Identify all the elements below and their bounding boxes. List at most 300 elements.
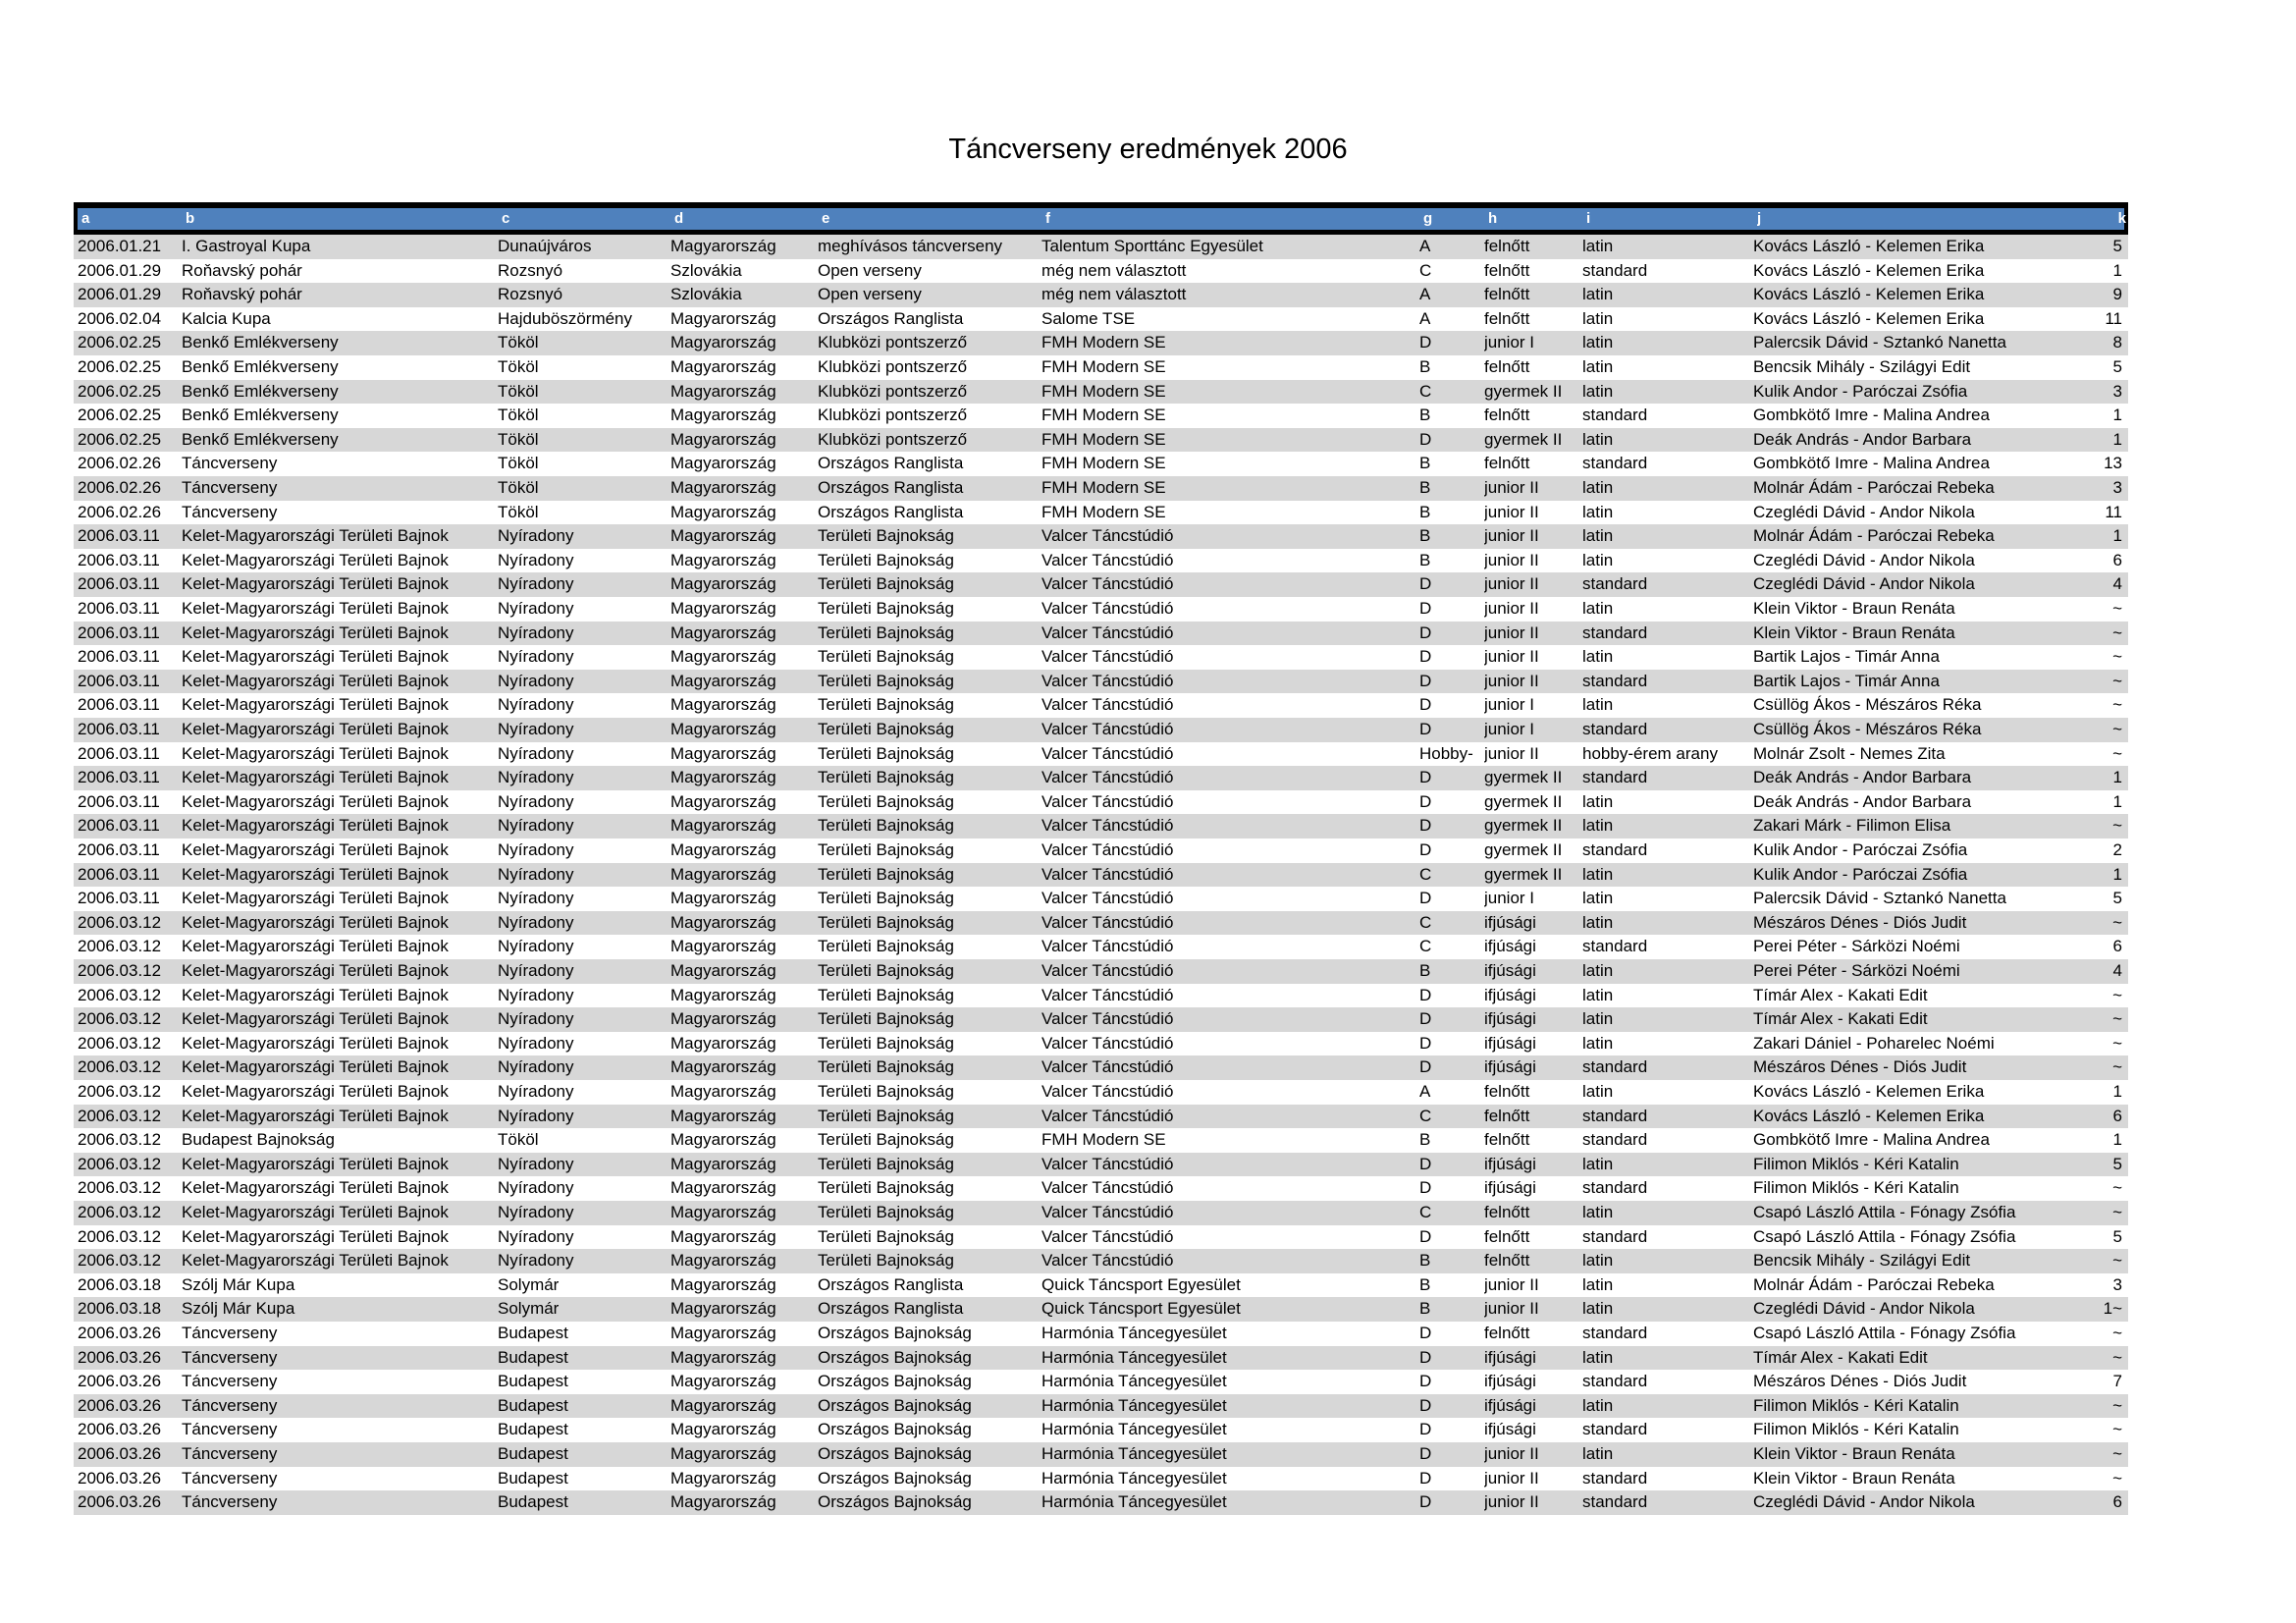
cell-b: Kelet-Magyarországi Területi Bajnok [182, 768, 449, 787]
cell-i: latin [1582, 333, 1614, 352]
cell-c: Nyíradony [498, 1226, 574, 1246]
cell-a: 2006.03.11 [78, 695, 160, 715]
cell-d: Magyarország [670, 1033, 776, 1053]
cell-i: latin [1582, 695, 1614, 715]
cell-f: FMH Modern SE [1041, 333, 1166, 352]
cell-e: Területi Bajnokság [818, 1033, 954, 1053]
cell-j: Csüllög Ákos - Mészáros Réka [1753, 695, 1982, 715]
cell-j: Kovács László - Kelemen Erika [1753, 237, 1985, 255]
cell-b: Kelet-Magyarországi Területi Bajnok [182, 889, 449, 908]
cell-i: latin [1582, 889, 1614, 908]
cell-c: Nyíradony [498, 912, 574, 932]
cell-g: D [1419, 816, 1432, 836]
cell-f: Valcer Táncstúdió [1041, 985, 1174, 1004]
cell-e: meghívásos táncverseny [818, 237, 1003, 255]
cell-k: ~ [2112, 1347, 2122, 1367]
cell-c: Nyíradony [498, 889, 574, 908]
cell-c: Nyíradony [498, 695, 574, 715]
cell-b: I. Gastroyal Kupa [182, 237, 311, 255]
cell-e: Országos Bajnokság [818, 1420, 972, 1439]
cell-b: Táncverseny [182, 1468, 278, 1488]
cell-f: FMH Modern SE [1041, 1130, 1166, 1150]
table-row [74, 1201, 2128, 1225]
cell-a: 2006.02.25 [78, 333, 162, 352]
cell-d: Magyarország [670, 1274, 776, 1294]
cell-c: Nyíradony [498, 1251, 574, 1271]
cell-g: D [1419, 1372, 1432, 1391]
cell-c: Budapest [498, 1347, 568, 1367]
cell-b: Kelet-Magyarországi Területi Bajnok [182, 526, 449, 546]
cell-b: Kelet-Magyarországi Területi Bajnok [182, 816, 449, 836]
cell-b: Táncverseny [182, 1347, 278, 1367]
table-row [74, 404, 2128, 428]
cell-b: Benkő Emlékverseny [182, 333, 339, 352]
cell-j: Deák András - Andor Barbara [1753, 429, 1972, 449]
cell-d: Magyarország [670, 406, 776, 425]
cell-g: B [1419, 1130, 1431, 1150]
table-row [74, 814, 2128, 839]
cell-d: Magyarország [670, 308, 776, 328]
cell-h: junior II [1484, 478, 1539, 497]
cell-e: Klubközi pontszerző [818, 357, 968, 376]
cell-f: Harmónia Táncegyesület [1041, 1324, 1227, 1342]
cell-b: Kelet-Magyarországi Területi Bajnok [182, 912, 449, 932]
cell-e: Országos Ranglista [818, 1299, 964, 1319]
cell-j: Mészáros Dénes - Diós Judit [1753, 1372, 1967, 1391]
cell-d: Magyarország [670, 574, 776, 594]
cell-k: 1 [2112, 1130, 2122, 1150]
cell-h: ifjúsági [1484, 1057, 1536, 1077]
cell-g: D [1419, 1226, 1432, 1246]
cell-h: junior I [1484, 720, 1535, 738]
table-row [74, 1055, 2128, 1080]
cell-j: Czeglédi Dávid - Andor Nikola [1753, 550, 1975, 569]
cell-e: Területi Bajnokság [818, 647, 954, 667]
cell-d: Magyarország [670, 478, 776, 497]
cell-e: Területi Bajnokság [818, 1226, 954, 1246]
cell-e: Klubközi pontszerző [818, 406, 968, 425]
cell-d: Magyarország [670, 912, 776, 932]
cell-b: Kelet-Magyarországi Területi Bajnok [182, 961, 449, 980]
cell-f: Harmónia Táncegyesület [1041, 1372, 1227, 1391]
cell-h: ifjúsági [1484, 1154, 1536, 1173]
cell-k: 1 [2112, 429, 2122, 449]
cell-c: Solymár [498, 1299, 560, 1319]
cell-a: 2006.03.11 [78, 768, 160, 787]
cell-a: 2006.03.11 [78, 816, 160, 836]
cell-k: ~ [2112, 1420, 2122, 1439]
table-row [74, 235, 2128, 259]
cell-k: 3 [2112, 381, 2122, 401]
table-row [74, 331, 2128, 355]
cell-c: Tököl [498, 381, 539, 401]
cell-f: Valcer Táncstúdió [1041, 599, 1174, 618]
cell-k: ~ [2112, 1057, 2122, 1077]
cell-g: C [1419, 1106, 1432, 1125]
cell-d: Magyarország [670, 695, 776, 715]
cell-b: Szólj Már Kupa [182, 1299, 295, 1319]
table-row [74, 1394, 2128, 1419]
cell-a: 2006.03.12 [78, 1203, 162, 1221]
cell-b: Kelet-Magyarországi Területi Bajnok [182, 937, 449, 956]
cell-g: C [1419, 381, 1432, 401]
cell-i: standard [1582, 622, 1648, 642]
cell-g: B [1419, 406, 1431, 425]
cell-g: B [1419, 1251, 1431, 1271]
cell-b: Kelet-Magyarországi Területi Bajnok [182, 550, 449, 569]
cell-i: latin [1582, 599, 1614, 618]
cell-h: felnőtt [1484, 308, 1530, 328]
cell-e: Területi Bajnokság [818, 864, 954, 884]
cell-b: Táncverseny [182, 1420, 278, 1439]
cell-k: 5 [2112, 357, 2122, 376]
table-row [74, 1105, 2128, 1129]
cell-h: ifjúsági [1484, 1009, 1536, 1029]
column-header-b: b [186, 210, 195, 227]
cell-j: Bartik Lajos - Timár Anna [1753, 671, 1940, 690]
cell-h: gyermek II [1484, 768, 1563, 787]
cell-i: standard [1582, 406, 1648, 425]
cell-g: B [1419, 478, 1431, 497]
table-row [74, 959, 2128, 984]
cell-b: Kelet-Magyarországi Területi Bajnok [182, 1203, 449, 1221]
cell-d: Magyarország [670, 1395, 776, 1415]
cell-h: felnőtt [1484, 406, 1530, 425]
cell-e: Országos Bajnokság [818, 1347, 972, 1367]
cell-f: FMH Modern SE [1041, 429, 1166, 449]
cell-g: D [1419, 1324, 1432, 1342]
cell-k: 1 [2112, 791, 2122, 811]
cell-j: Tímár Alex - Kakati Edit [1753, 985, 1928, 1004]
cell-h: junior II [1484, 1274, 1539, 1294]
cell-c: Nyíradony [498, 1057, 574, 1077]
cell-b: Kelet-Magyarországi Területi Bajnok [182, 791, 449, 811]
cell-e: Területi Bajnokság [818, 574, 954, 594]
cell-k: 6 [2112, 1106, 2122, 1125]
cell-i: latin [1582, 1009, 1614, 1029]
cell-g: D [1419, 1154, 1432, 1173]
cell-k: ~ [2112, 720, 2122, 738]
cell-d: Magyarország [670, 357, 776, 376]
cell-a: 2006.03.26 [78, 1372, 162, 1391]
cell-a: 2006.02.26 [78, 454, 162, 473]
cell-j: Kovács László - Kelemen Erika [1753, 260, 1985, 280]
cell-c: Budapest [498, 1395, 568, 1415]
cell-i: standard [1582, 671, 1648, 690]
cell-k: 4 [2112, 961, 2122, 980]
table-row [74, 790, 2128, 815]
cell-h: junior II [1484, 622, 1539, 642]
cell-j: Zakari Márk - Filimon Elisa [1753, 816, 1951, 836]
cell-h: junior II [1484, 1299, 1539, 1319]
cell-a: 2006.03.11 [78, 840, 160, 859]
cell-i: standard [1582, 1420, 1648, 1439]
cell-i: latin [1582, 285, 1614, 304]
cell-b: Táncverseny [182, 1324, 278, 1342]
cell-h: ifjúsági [1484, 1178, 1536, 1198]
cell-g: B [1419, 1274, 1431, 1294]
cell-a: 2006.03.12 [78, 912, 162, 932]
cell-i: latin [1582, 791, 1614, 811]
cell-d: Magyarország [670, 1372, 776, 1391]
cell-b: Kelet-Magyarországi Területi Bajnok [182, 647, 449, 667]
column-header-f: f [1045, 210, 1050, 227]
cell-c: Nyíradony [498, 985, 574, 1004]
table-row [74, 501, 2128, 525]
cell-b: Kelet-Magyarországi Területi Bajnok [182, 840, 449, 859]
cell-i: latin [1582, 1082, 1614, 1101]
cell-k: ~ [2112, 816, 2122, 836]
cell-c: Nyíradony [498, 791, 574, 811]
table-row [74, 1153, 2128, 1177]
cell-h: felnőtt [1484, 454, 1530, 473]
table-row [74, 1346, 2128, 1371]
cell-a: 2006.03.11 [78, 743, 160, 763]
cell-h: junior II [1484, 1492, 1539, 1512]
cell-d: Magyarország [670, 961, 776, 980]
table-row [74, 572, 2128, 597]
cell-c: Nyíradony [498, 599, 574, 618]
cell-h: felnőtt [1484, 1226, 1530, 1246]
cell-d: Magyarország [670, 1057, 776, 1077]
table-row [74, 549, 2128, 573]
cell-h: felnőtt [1484, 1130, 1530, 1150]
cell-g: D [1419, 1033, 1432, 1053]
table-row [74, 911, 2128, 936]
cell-i: latin [1582, 985, 1614, 1004]
cell-c: Nyíradony [498, 840, 574, 859]
cell-a: 2006.03.26 [78, 1420, 162, 1439]
cell-h: ifjúsági [1484, 961, 1536, 980]
cell-e: Országos Ranglista [818, 502, 964, 521]
cell-g: D [1419, 840, 1432, 859]
cell-a: 2006.03.11 [78, 889, 160, 908]
cell-f: Harmónia Táncegyesület [1041, 1444, 1227, 1463]
cell-f: Valcer Táncstúdió [1041, 889, 1174, 908]
cell-j: Mészáros Dénes - Diós Judit [1753, 1057, 1967, 1077]
cell-d: Magyarország [670, 1106, 776, 1125]
cell-k: 1 [2112, 768, 2122, 787]
cell-e: Területi Bajnokság [818, 889, 954, 908]
cell-j: Molnár Ádám - Paróczai Rebeka [1753, 526, 1995, 546]
cell-e: Területi Bajnokság [818, 961, 954, 980]
cell-k: ~ [2112, 1468, 2122, 1488]
table-row [74, 1032, 2128, 1056]
cell-e: Open verseny [818, 285, 922, 304]
cell-b: Táncverseny [182, 454, 278, 473]
cell-g: B [1419, 526, 1431, 546]
cell-e: Területi Bajnokság [818, 526, 954, 546]
cell-d: Magyarország [670, 1154, 776, 1173]
cell-h: junior II [1484, 526, 1539, 546]
cell-a: 2006.03.11 [78, 526, 160, 546]
cell-g: D [1419, 647, 1432, 667]
cell-k: 1~ [2103, 1299, 2122, 1319]
cell-e: Országos Bajnokság [818, 1324, 972, 1342]
cell-h: junior II [1484, 1444, 1539, 1463]
cell-d: Magyarország [670, 454, 776, 473]
column-header-j: j [1757, 210, 1762, 227]
cell-g: D [1419, 622, 1432, 642]
cell-k: ~ [2112, 1324, 2122, 1342]
cell-g: A [1419, 237, 1431, 255]
cell-d: Magyarország [670, 1009, 776, 1029]
cell-i: latin [1582, 1299, 1614, 1319]
cell-g: B [1419, 454, 1431, 473]
cell-c: Nyíradony [498, 1009, 574, 1029]
cell-c: Rozsnyó [498, 285, 563, 304]
cell-h: felnőtt [1484, 357, 1530, 376]
cell-j: Perei Péter - Sárközi Noémi [1753, 961, 1960, 980]
cell-k: 7 [2112, 1372, 2122, 1391]
cell-d: Magyarország [670, 647, 776, 667]
cell-j: Perei Péter - Sárközi Noémi [1753, 937, 1960, 956]
cell-f: Valcer Táncstúdió [1041, 720, 1174, 738]
cell-c: Budapest [498, 1492, 568, 1512]
cell-i: standard [1582, 937, 1648, 956]
cell-a: 2006.03.12 [78, 1057, 162, 1077]
cell-i: latin [1582, 237, 1614, 255]
cell-d: Magyarország [670, 1082, 776, 1101]
cell-i: standard [1582, 1178, 1648, 1198]
cell-h: gyermek II [1484, 381, 1563, 401]
cell-c: Budapest [498, 1468, 568, 1488]
cell-g: C [1419, 1203, 1432, 1221]
cell-e: Országos Bajnokság [818, 1444, 972, 1463]
cell-j: Klein Viktor - Braun Renáta [1753, 1468, 1955, 1488]
table-row [74, 380, 2128, 405]
cell-e: Területi Bajnokság [818, 599, 954, 618]
table-row [74, 935, 2128, 959]
cell-c: Nyíradony [498, 1154, 574, 1173]
cell-a: 2006.03.11 [78, 864, 160, 884]
cell-f: Valcer Táncstúdió [1041, 1106, 1174, 1125]
cell-f: FMH Modern SE [1041, 478, 1166, 497]
cell-b: Kelet-Magyarországi Területi Bajnok [182, 1251, 449, 1271]
cell-a: 2006.03.26 [78, 1444, 162, 1463]
cell-f: Valcer Táncstúdió [1041, 816, 1174, 836]
cell-i: standard [1582, 574, 1648, 594]
cell-d: Magyarország [670, 502, 776, 521]
cell-b: Kelet-Magyarországi Területi Bajnok [182, 1106, 449, 1125]
cell-c: Nyíradony [498, 622, 574, 642]
cell-a: 2006.03.26 [78, 1395, 162, 1415]
table-row [74, 283, 2128, 307]
cell-j: Klein Viktor - Braun Renáta [1753, 599, 1955, 618]
cell-d: Magyarország [670, 237, 776, 255]
cell-f: Valcer Táncstúdió [1041, 1009, 1174, 1029]
cell-g: D [1419, 1468, 1432, 1488]
cell-j: Gombkötő Imre - Malina Andrea [1753, 454, 1990, 473]
cell-a: 2006.01.21 [78, 237, 162, 255]
cell-a: 2006.03.11 [78, 550, 160, 569]
table-row [74, 476, 2128, 501]
cell-i: latin [1582, 961, 1614, 980]
cell-k: 3 [2112, 1274, 2122, 1294]
cell-g: D [1419, 985, 1432, 1004]
table-row [74, 693, 2128, 718]
cell-g: C [1419, 260, 1432, 280]
cell-c: Nyíradony [498, 743, 574, 763]
cell-d: Magyarország [670, 720, 776, 738]
cell-j: Palercsik Dávid - Sztankó Nanetta [1753, 889, 2006, 908]
cell-a: 2006.03.12 [78, 1106, 162, 1125]
cell-d: Magyarország [670, 1226, 776, 1246]
table-row [74, 1249, 2128, 1273]
cell-h: felnőtt [1484, 1203, 1530, 1221]
cell-k: 6 [2112, 550, 2122, 569]
cell-g: B [1419, 502, 1431, 521]
cell-i: latin [1582, 864, 1614, 884]
cell-e: Országos Ranglista [818, 478, 964, 497]
cell-c: Nyíradony [498, 1106, 574, 1125]
cell-i: latin [1582, 478, 1614, 497]
cell-j: Kulik Andor - Paróczai Zsófia [1753, 381, 1968, 401]
cell-c: Tököl [498, 357, 539, 376]
cell-d: Magyarország [670, 1178, 776, 1198]
column-header-h: h [1488, 210, 1498, 227]
cell-e: Területi Bajnokság [818, 768, 954, 787]
cell-k: ~ [2112, 599, 2122, 618]
cell-h: ifjúsági [1484, 912, 1536, 932]
cell-h: junior I [1484, 695, 1535, 715]
cell-b: Kelet-Magyarországi Területi Bajnok [182, 671, 449, 690]
cell-k: ~ [2112, 1009, 2122, 1029]
cell-g: B [1419, 961, 1431, 980]
cell-b: Benkő Emlékverseny [182, 406, 339, 425]
cell-h: junior I [1484, 889, 1535, 908]
cell-j: Molnár Ádám - Paróczai Rebeka [1753, 1274, 1995, 1294]
cell-a: 2006.01.29 [78, 260, 162, 280]
cell-g: D [1419, 1178, 1432, 1198]
cell-i: latin [1582, 308, 1614, 328]
cell-a: 2006.02.25 [78, 357, 162, 376]
cell-c: Budapest [498, 1444, 568, 1463]
cell-e: Területi Bajnokság [818, 1251, 954, 1271]
cell-d: Magyarország [670, 1347, 776, 1367]
cell-b: Táncverseny [182, 502, 278, 521]
cell-g: D [1419, 599, 1432, 618]
cell-g: D [1419, 791, 1432, 811]
table-row [74, 1442, 2128, 1467]
cell-h: junior II [1484, 599, 1539, 618]
cell-i: standard [1582, 840, 1648, 859]
cell-i: latin [1582, 1203, 1614, 1221]
cell-j: Csapó László Attila - Fónagy Zsófia [1753, 1324, 2016, 1342]
cell-f: Harmónia Táncegyesület [1041, 1492, 1227, 1512]
cell-e: Klubközi pontszerző [818, 333, 968, 352]
cell-g: D [1419, 333, 1432, 352]
table-row [74, 742, 2128, 767]
cell-g: D [1419, 1395, 1432, 1415]
cell-f: Valcer Táncstúdió [1041, 1203, 1174, 1221]
cell-f: Valcer Táncstúdió [1041, 864, 1174, 884]
cell-i: latin [1582, 429, 1614, 449]
table-row [74, 1273, 2128, 1298]
cell-d: Magyarország [670, 526, 776, 546]
cell-e: Open verseny [818, 260, 922, 280]
table-row [74, 984, 2128, 1008]
cell-d: Magyarország [670, 1203, 776, 1221]
table-row [74, 307, 2128, 332]
cell-j: Kovács László - Kelemen Erika [1753, 1106, 1985, 1125]
cell-g: D [1419, 889, 1432, 908]
cell-h: junior II [1484, 550, 1539, 569]
cell-a: 2006.03.12 [78, 1154, 162, 1173]
cell-i: latin [1582, 1033, 1614, 1053]
cell-k: ~ [2112, 1178, 2122, 1198]
table-row [74, 1225, 2128, 1250]
